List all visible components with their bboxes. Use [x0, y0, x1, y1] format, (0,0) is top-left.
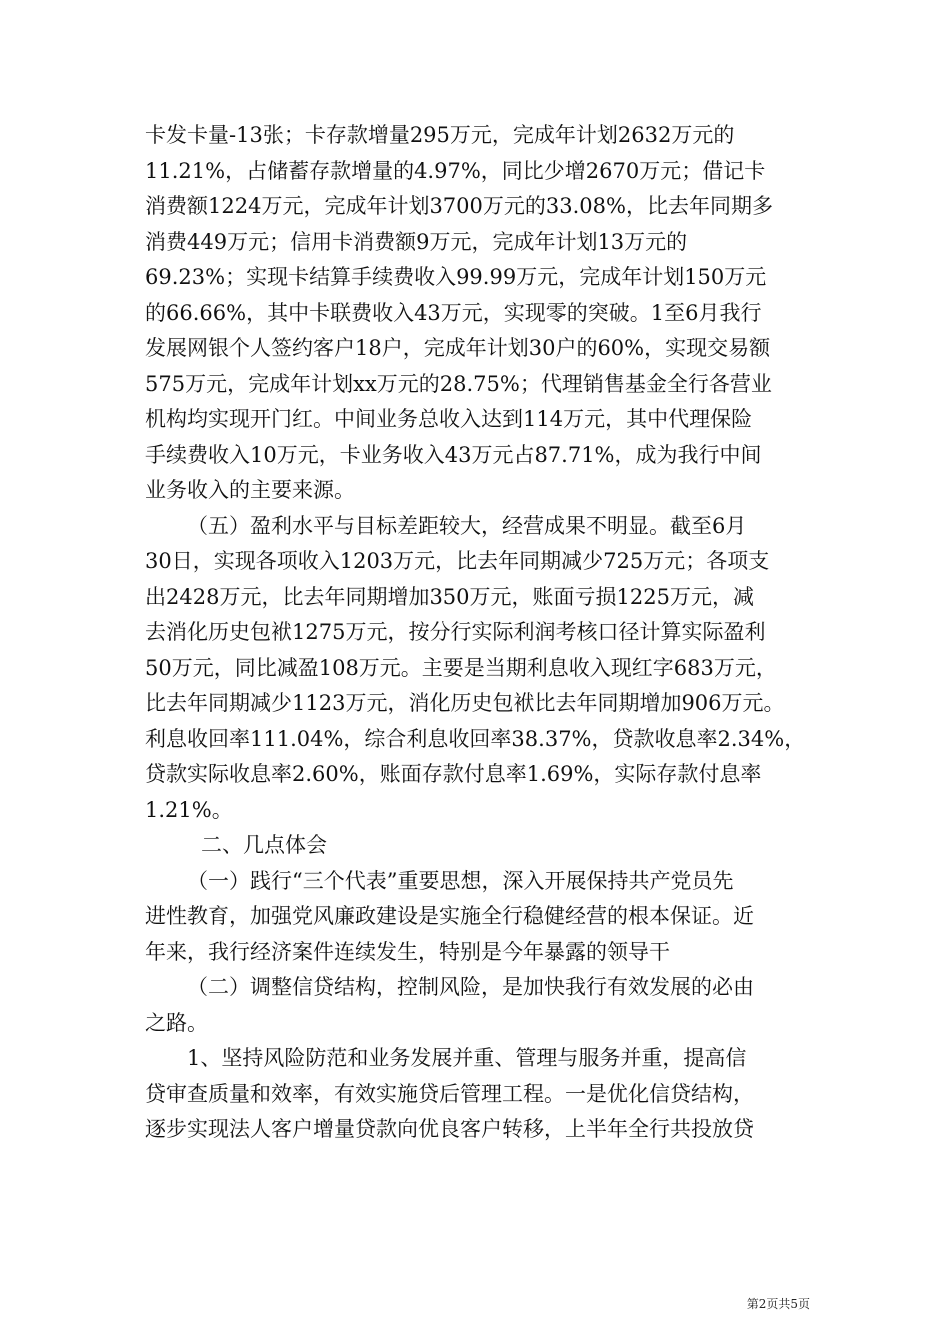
- text-line: 30日，实现各项收入1203万元，比去年同期减少725万元；各项支: [145, 549, 770, 573]
- text-line: 之路。: [145, 1010, 208, 1035]
- text-line: 年来，我行经济案件连续发生，特别是今年暴露的领导干: [145, 939, 670, 964]
- text-line: 发展网银个人签约客户18户，完成年计划30户的60%，实现交易额: [145, 336, 771, 360]
- text-line: 进性教育，加强党风廉政建设是实施全行稳健经营的根本保证。近: [145, 904, 754, 928]
- list-item-1: 1、坚持风险防范和业务发展并重、管理与服务并重，提高信: [187, 1046, 747, 1070]
- text-line: 逐步实现法人客户增量贷款向优良客户转移，上半年全行共投放贷: [145, 1117, 754, 1141]
- text-line: 575万元，完成年计划xx万元的28.75%；代理销售基金全行各营业: [145, 371, 772, 396]
- text-line: 69.23%；实现卡结算手续费收入99.99万元，完成年计划150万元: [145, 265, 767, 289]
- text-line: 手续费收入10万元，卡业务收入43万元占87.71%，成为我行中间: [145, 442, 762, 467]
- paragraph-heading-2: （二）调整信贷结构，控制风险，是加快我行有效发展的必由: [187, 975, 754, 999]
- page-number-footer: 第2页共5页: [746, 1297, 810, 1311]
- text-line: 1.21%。: [145, 797, 233, 822]
- text-line: 的66.66%，其中卡联费收入43万元，实现零的突破。1至6月我行: [145, 300, 762, 325]
- text-line: 出2428万元，比去年同期增加350万元，账面亏损1225万元，减: [145, 584, 754, 609]
- text-line: 比去年同期减少1123万元，消化历史包袱比去年同期增加906万元。: [145, 691, 785, 715]
- text-line: 业务收入的主要来源。: [145, 478, 355, 502]
- text-line: 11.21%，占储蓄存款增量的4.97%，同比少增2670万元；借记卡: [145, 158, 766, 183]
- text-line: 机构均实现开门红。中间业务总收入达到114万元，其中代理保险: [145, 407, 753, 431]
- text-line: 消费449万元；信用卡消费额9万元，完成年计划13万元的: [145, 229, 688, 254]
- text-line: 利息收回率111.04%，综合利息收回率38.37%，贷款收息率2.34%，: [145, 726, 806, 751]
- text-line: 消费额1224万元，完成年计划3700万元的33.08%，比去年同期多: [145, 194, 773, 218]
- text-line: 贷款实际收息率2.60%，账面存款付息率1.69%，实际存款付息率: [145, 762, 762, 786]
- text-line: 50万元，同比减盈108万元。主要是当期利息收入现红字683万元，: [145, 655, 777, 680]
- document-body: [145, 118, 813, 1148]
- text-line: 贷审查质量和效率，有效实施贷后管理工程。一是优化信贷结构，: [145, 1081, 754, 1106]
- paragraph-heading-5: （五）盈利水平与目标差距较大，经营成果不明显。截至6月: [187, 513, 747, 538]
- text-line: 去消化历史包袱1275万元，按分行实际利润考核口径计算实际盈利: [145, 620, 766, 644]
- paragraph-heading-1: （一）践行“三个代表”重要思想，深入开展保持共产党员先: [187, 868, 734, 893]
- text-line: 卡发卡量-13张；卡存款增量295万元，完成年计划2632万元的: [145, 123, 735, 147]
- section-heading: 二、几点体会: [201, 833, 327, 857]
